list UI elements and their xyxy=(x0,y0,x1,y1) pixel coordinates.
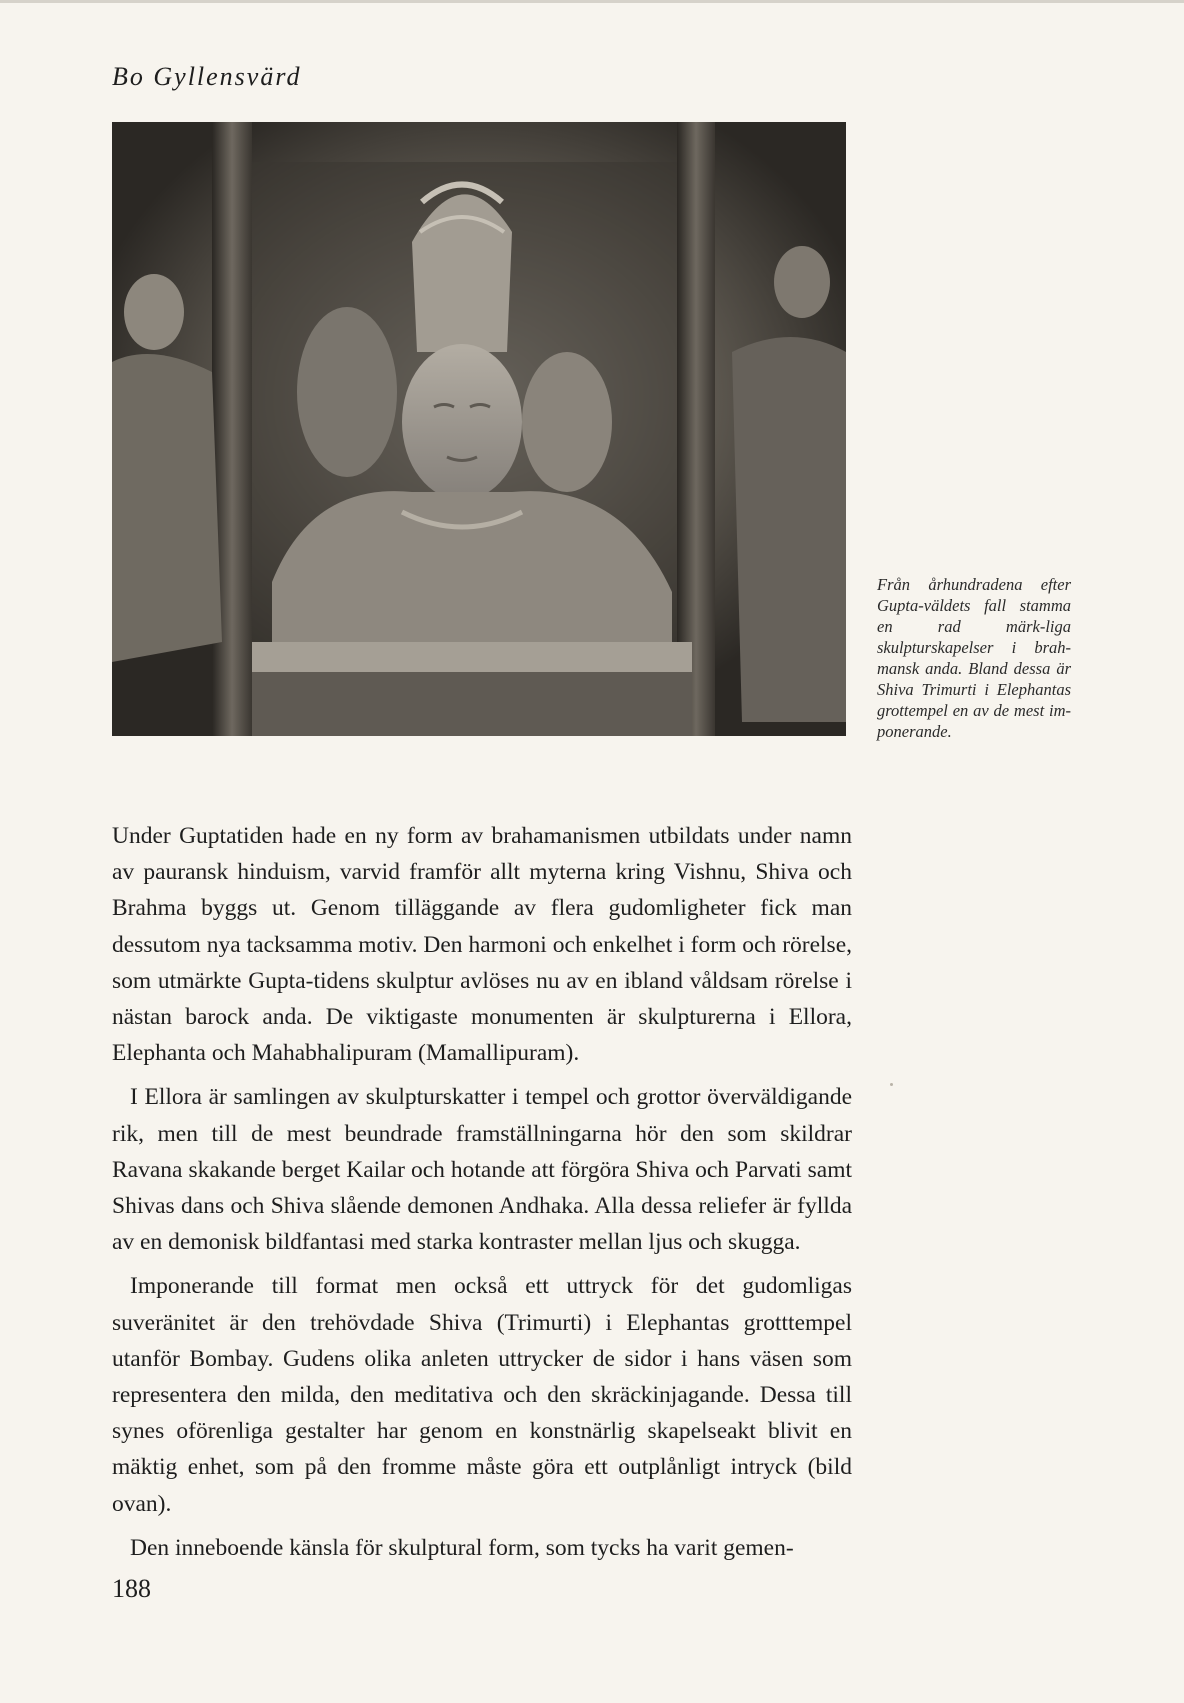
paragraph-3: Imponerande till format men också ett uttryck för det gudomligas suveränitet är den trehövdade Shiva (Trimurti) i Elephantas grotttempel utanför Bombay. Gudens olika anleten uttrycker de sidor i hans väsen som representera den milda, den meditativa och den skräckinjagande. Dessa till synes oförenliga gestalter har genom en konstnärlig skapelseakt blivit en mäktig enhet, som på den fromme måste göra ett outplånligt intryck (bild ovan). xyxy=(112,1273,852,1517)
paragraph-1: Under Guptatiden hade en ny form av brahamanismen utbildats under namn av pauransk hinduism, varvid framför allt myterna kring Vishnu, Shiva och Brahma byggs ut. Genom tilläggande av flera gudomligheter fick man dessutom nya tacksamma motiv. Den harmoni och enkelhet i form och rörelse, som utmärkte Gupta-tidens skulptur avlöses nu av en ibland våldsam rörelse i nästan barock anda. De viktigaste monumenten är skulpturerna i Ellora, Elephanta och Mahabhalipuram (Mamallipuram). xyxy=(112,823,852,1067)
figure-caption: Från århundradena efter Gupta-väldets fall stamma en rad märk-liga skulpturskapelser i brah-mansk anda. Bland dessa är Shiva Trimurti i Elephantas grottempel en av de mest im-ponerande. xyxy=(877,575,1071,741)
running-head-author: Bo Gyllensvärd xyxy=(112,62,302,91)
figure-photo-shiva-trimurti xyxy=(112,122,846,736)
paragraph-2: I Ellora är samlingen av skulpturskatter i tempel och grottor överväldigande rik, men till de mest beundrade framställningarna hör den som skildrar Ravana skakande berget Kailar och hotande att förgöra Shiva och Parvati samt Shivas dans och Shiva slående demonen Andhaka. Alla dessa reliefer är fyllda av en demonisk bildfantasi med starka kontraster mellan ljus och skugga. xyxy=(112,1084,852,1256)
paragraph-4: Den inneboende känsla för skulptural form, som tycks ha varit gemen- xyxy=(130,1534,794,1561)
page-number: 188 xyxy=(112,1574,151,1603)
body-text xyxy=(112,818,852,1566)
paper-speck xyxy=(890,1083,893,1086)
page-edge xyxy=(0,0,1184,3)
